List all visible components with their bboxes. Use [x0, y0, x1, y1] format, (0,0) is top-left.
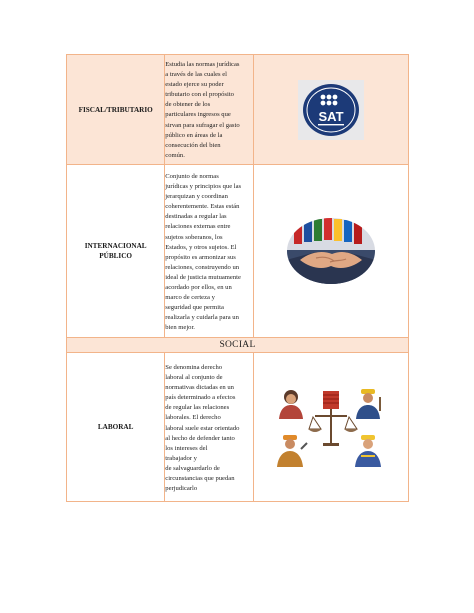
- term-laboral: LABORAL: [67, 353, 165, 502]
- table-row-internacional: [67, 165, 409, 338]
- section-title: SOCIAL: [67, 338, 409, 353]
- sat-logo-cell: [253, 55, 408, 165]
- description-text: Conjunto de normas jurídicas y principios que las jerarquizan y coordinan coherentemente. Estas están destinadas a regular las relaciones externas entre sujetos soberanos, los Estados, y otros sujetos. El propósito es armonizar sus relaciones, construyendo un ideal de justicia mutuamente acordado por ellos, en un marco de certeza y seguridad que permita realizarla y cuidarla para un bien mejor.: [165, 173, 242, 332]
- description-fiscal: [165, 55, 253, 165]
- handshake-flags-image: [286, 216, 376, 286]
- law-branches-table: [66, 54, 409, 502]
- term-fiscal: FISCAL/TRIBUTARIO: [67, 55, 165, 165]
- table-row-laboral: [67, 353, 409, 502]
- description-text: Estudia las normas jurídicas a través de las cuales el estado ejerce su poder tributario con el propósito de obtener de los particulares ingresos que sirvan para sufragar el gasto público en áreas de la consecución del bien común.: [165, 61, 240, 159]
- sat-logo: [298, 80, 364, 140]
- description-internacional: [165, 165, 253, 338]
- description-text: Se denomina derecho laboral al conjunto de normativas dictadas en un país determinado a efectos de regular las relaciones laborales. El derecho laboral suele estar orientado al hecho de defender tanto los intereses del trabajador y de salvaguardarlo de circunstancias que puedan perjudicarlo: [165, 364, 240, 493]
- description-laboral: [165, 353, 253, 502]
- term-line: PÚBLICO: [99, 252, 133, 260]
- term-internacional: [67, 165, 165, 338]
- sat-logo-text: SAT: [318, 108, 344, 124]
- handshake-image-cell: [253, 165, 408, 338]
- table-row-fiscal: [67, 55, 409, 165]
- workers-justice-illustration: [275, 385, 387, 469]
- section-row-social: [67, 338, 409, 353]
- term-line: INTERNACIONAL: [84, 242, 147, 250]
- workers-image-cell: [253, 353, 408, 502]
